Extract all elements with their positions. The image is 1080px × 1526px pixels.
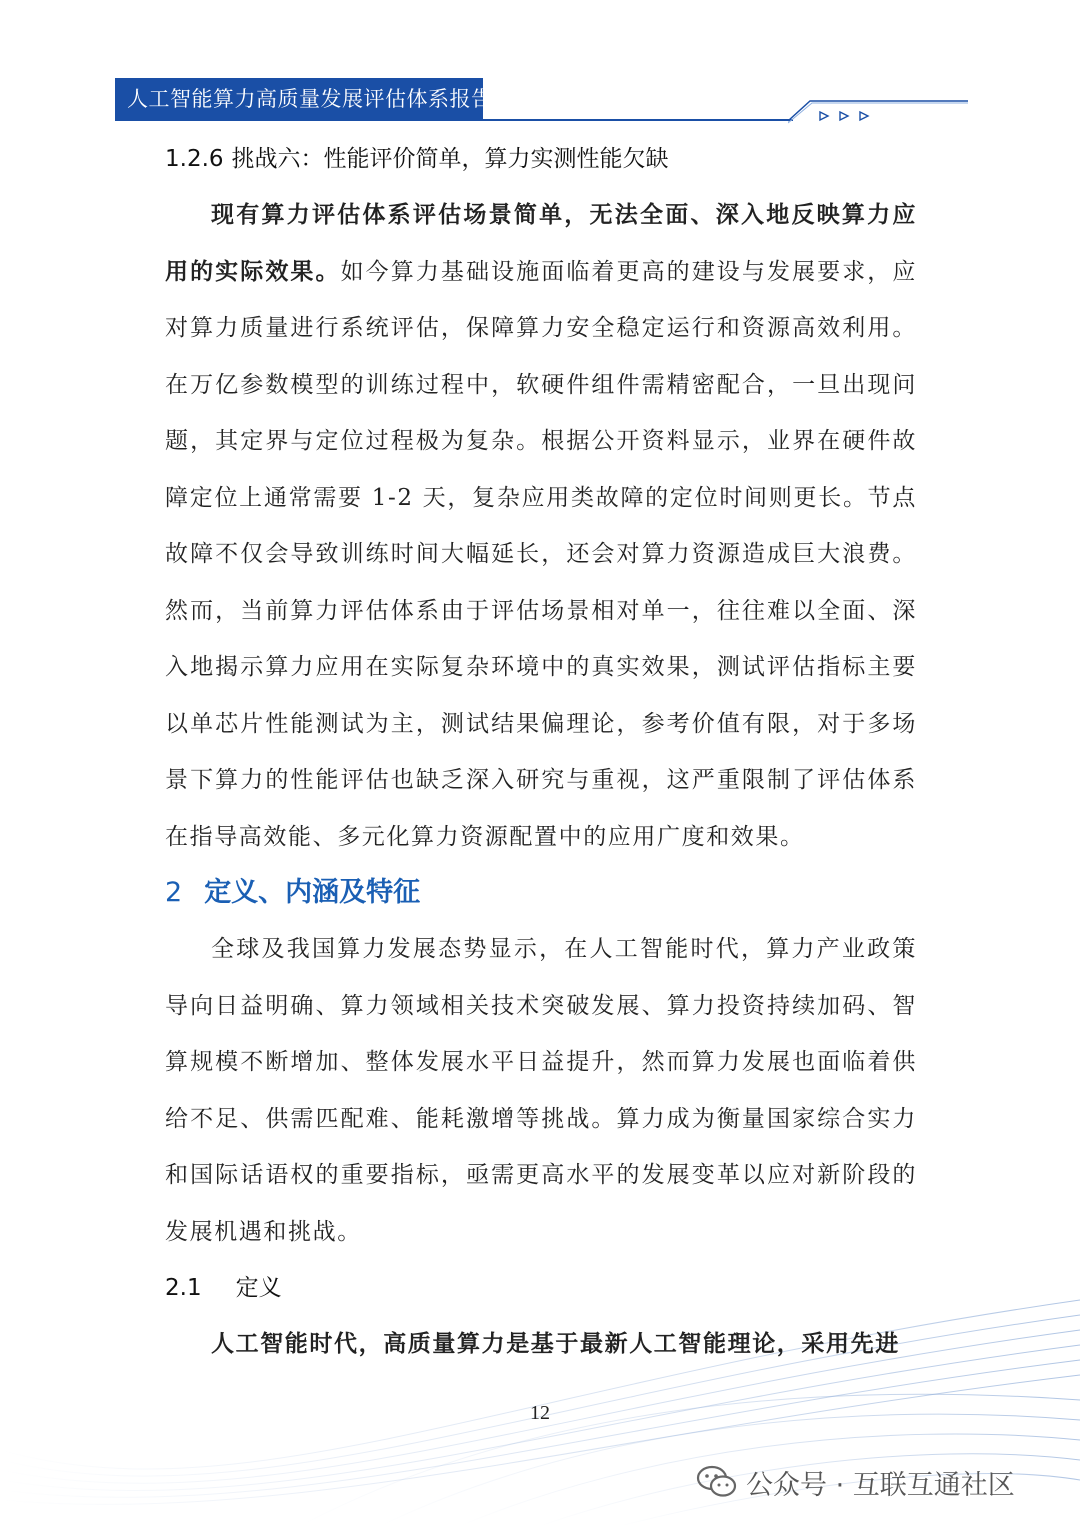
wechat-watermark: [696, 1458, 1015, 1506]
report-header-title: 人工智能算力高质量发展评估体系报告: [115, 78, 483, 120]
header-arrows-icon: [788, 98, 968, 124]
section-number: 2.1: [165, 1275, 202, 1301]
paragraph-section-2: 全球及我国算力发展态势显示，在人工智能时代，算力产业政策导向日益明确、算力领域相关技术突破发展、算力投资持续加码、智算规模不断增加、整体发展水平日益提升，然而算力发展也面临着供给不足、供需匹配难、能耗激增等挑战。算力成为衡量国家综合实力和国际话语权的重要指标，亟需更高水平的发展变革以应对新阶段的发展机遇和挑战。: [165, 936, 917, 1245]
paragraph-challenge-six: [165, 187, 917, 865]
section-heading-2: [165, 865, 917, 921]
main-content: [165, 135, 917, 1373]
page-number: 12: [530, 1402, 550, 1424]
paragraph-bold-lead: 人工智能时代，高质量算力是基于最新人工智能理论，采用先进: [211, 1330, 900, 1357]
section-heading-1-2-6: [165, 135, 917, 183]
section-title: 定义: [235, 1275, 282, 1301]
section-heading-2-1: [165, 1260, 917, 1316]
wechat-icon: [696, 1464, 738, 1500]
section-number: 1.2.6: [165, 146, 224, 172]
paragraph-bold-lead: 现有算力评估体系评估场景简单，无法全面、深入地反映算力应用的实际效果。: [165, 201, 917, 285]
paragraph-definition: [165, 1316, 917, 1373]
section-number: 2: [165, 877, 183, 908]
paragraph-body: 如今算力基础设施面临着更高的建设与发展要求，应对算力质量进行系统评估，保障算力安全稳定运行和资源高效利用。在万亿参数模型的训练过程中，软硬件组件需精密配合，一旦出现问题，其定界与定位过程极为复杂。根据公开资料显示，业界在硬件故障定位上通常需要 1-2 天，复杂应用类故障的定位时间则更长。节点故障不仅会导致训练时间大幅延长，还会对算力资源造成巨大浪费。然而，当前算力评估体系由于评估场景相对单一，往往难以全面、深入地揭示算力应用在实际复杂环境中的真实效果，测试评估指标主要以单芯片性能测试为主，测试结果偏理论，参考价值有限，对于多场景下算力的性能评估也缺乏深入研究与重视，这严重限制了评估体系在指导高效能、多元化算力资源配置中的应用广度和效果。: [165, 258, 917, 850]
header-rule: [115, 119, 793, 121]
section-title: 定义、内涵及特征: [204, 877, 421, 908]
section-title: 挑战六：性能评价简单，算力实测性能欠缺: [231, 146, 669, 172]
watermark-text: 公众号 · 互联互通社区: [746, 1469, 1015, 1501]
